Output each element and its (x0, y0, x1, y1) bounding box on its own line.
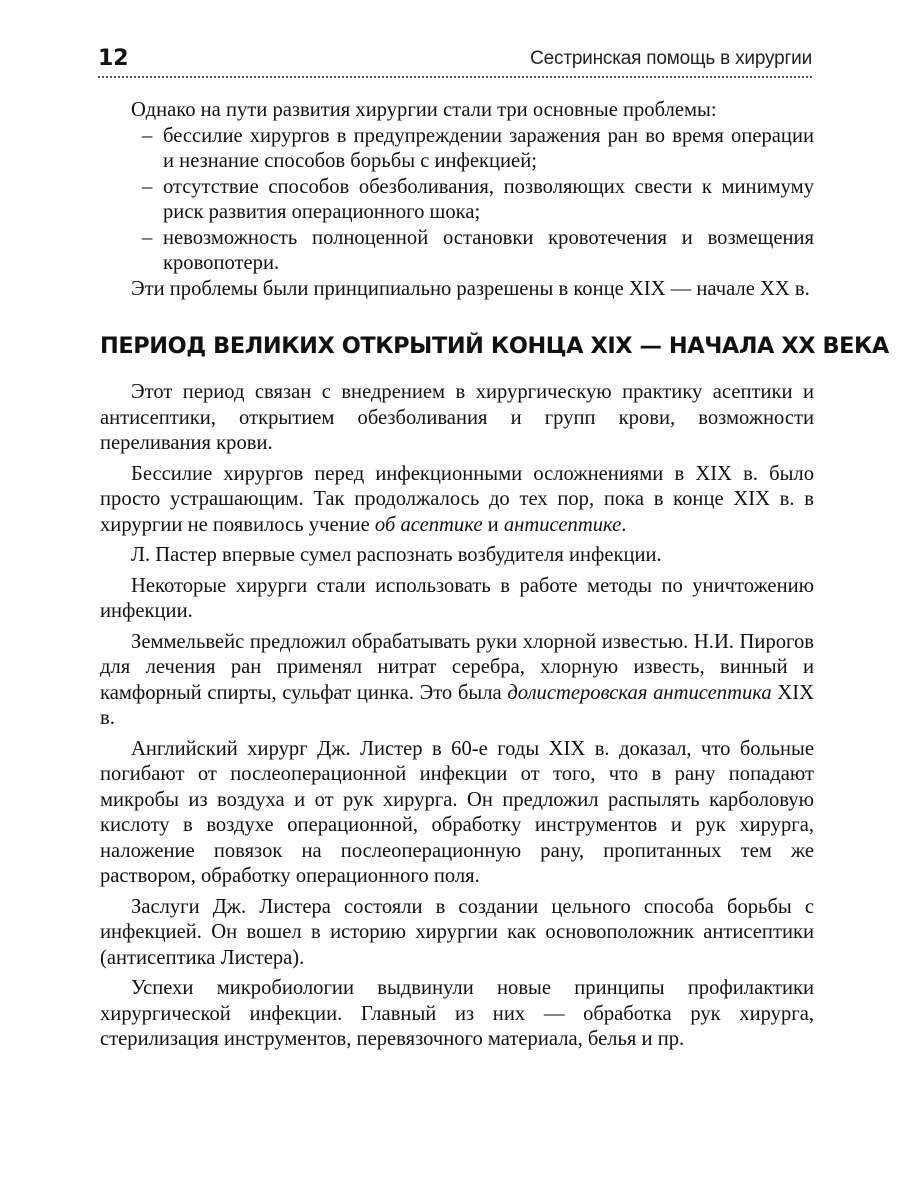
paragraph: Успехи микробиологии выдвинули новые принципы профилактики хирургической инфекции. Главный из них — обработка рук хирурга, стерилизация инструментов, перевязочного материала, белья и пр. (100, 977, 814, 1050)
italic-term: долистеровская антисептика (507, 681, 772, 704)
list-item-text: невозможность полноценной остановки кровотечения и возмещения кровопотери. (163, 226, 814, 274)
intro-lead: Однако на пути развития хирургии стали три основные проблемы: (131, 99, 717, 121)
paragraph (100, 630, 814, 732)
page-header (98, 44, 812, 78)
paragraph-text: и (482, 513, 504, 536)
list-item (100, 175, 814, 226)
paragraph: Некоторые хирурги стали использовать в работе методы по уничтожению инфекции. (100, 574, 814, 622)
paragraph: Английский хирург Дж. Листер в 60-е годы XIX в. доказал, что больные погибают от послеоперационной инфекции от того, что в рану попадают микробы из воздуха и от рук хирурга. Он предложил распылять карболовую кислоту в воздухе операционной, обработку инструментов и рук хирурга, наложение повязок на послеоперационную рану, пропитанных тем же раствором, обработку операционного поля. (100, 737, 814, 887)
italic-term: антисептике (503, 513, 622, 536)
section-heading: ПЕРИОД ВЕЛИКИХ ОТКРЫТИЙ КОНЦА XIX — НАЧАЛА XX ВЕКА (100, 333, 889, 359)
paragraph: Заслуги Дж. Листера состояли в создании цельного способа борьбы с инфекцией. Он вошел в историю хирургии как основоположник антисептики (антисептика Листера). (100, 895, 814, 969)
paragraph-text: XIX в. (100, 681, 814, 729)
list-item (100, 124, 814, 175)
intro-conclusion: Эти проблемы были принципиально разрешены в конце XIX — начале XX в. (131, 277, 810, 300)
italic-term: об асептике (374, 513, 483, 536)
list-dash: – (142, 226, 153, 249)
page-body (100, 98, 889, 1053)
running-title: Сестринская помощь в хирургии (530, 48, 812, 69)
list-item-text: бессилие хирургов в предупреждении заражения ран во время операции и незнание способов борьбы с инфекцией; (163, 124, 814, 172)
paragraph-text: Земмельвейс предложил обрабатывать руки хлорной известью. Н.И. Пирогов для лечения ран применял нитрат серебра, хлорную известь, винный и камфорный спирты, сульфат цинка. Это была (100, 630, 814, 704)
problems-list (100, 124, 814, 277)
paragraph: Л. Пастер впервые сумел распознать возбудителя инфекции. (131, 544, 662, 566)
page-number: 12 (98, 46, 129, 71)
list-item-text: отсутствие способов обезболивания, позволяющих свести к минимуму риск развития операционного шока; (163, 175, 814, 223)
list-item (100, 226, 814, 277)
header-divider (98, 76, 812, 78)
paragraph-text: Бессилие хирургов перед инфекционными осложнениями в XIX в. было просто устрашающим. Так продолжалось до тех пор, пока в конце XIX в. в хирургии не появилось учение (100, 462, 814, 536)
list-dash: – (142, 124, 153, 147)
list-dash: – (142, 175, 153, 198)
paragraph: Этот период связан с внедрением в хирургическую практику асептики и антисептики, открытием обезболивания и групп крови, возможности переливания крови. (100, 381, 814, 454)
paragraph (100, 462, 814, 539)
paragraph-text: . (621, 513, 627, 536)
